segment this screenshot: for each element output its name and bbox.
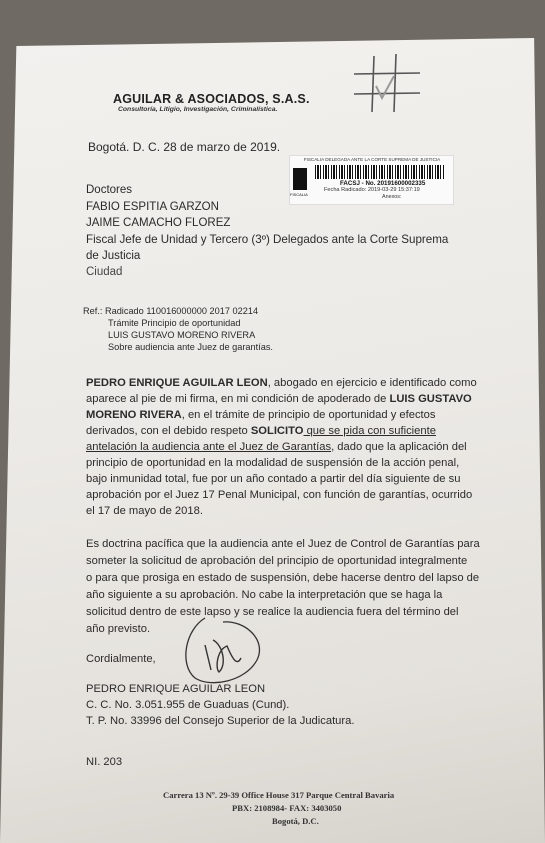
- stamp-radicado: FACSJ - No. 20191600002335: [340, 180, 426, 187]
- addressee-name-2: JAIME CAMACHO FLOREZ: [86, 217, 231, 229]
- body1-line3: [86, 409, 435, 421]
- body1-line9: el 17 de mayo de 2018.: [86, 505, 203, 517]
- ni-number: NI. 203: [86, 756, 123, 768]
- body2-line5: solicitud dentro de este lapso y se realice la audiencia fuera del término del: [86, 606, 459, 618]
- body1-line1-rest: , abogado en ejercicio e identificado como: [267, 377, 477, 389]
- body1-line4: [86, 425, 436, 437]
- addressee-role-1: Fiscal Jefe de Unidad y Tercero (3º) Delegados ante la Corte Suprema: [86, 233, 449, 246]
- stamp-logo-text: FISCALIA: [290, 192, 308, 197]
- barcode: [315, 165, 445, 179]
- signer-tp: T. P. No. 33996 del Consejo Superior de la Judicatura.: [86, 715, 355, 727]
- fiscalia-logo-icon: [293, 168, 307, 190]
- stamp-anexos: Anexos:: [382, 194, 402, 200]
- filing-stamp: [289, 155, 454, 205]
- body1-line5-underlined: antelación la audiencia ante el Juez de Garantías: [86, 441, 332, 453]
- solicito-word: SOLICITO: [250, 425, 304, 437]
- body1-line4-text: derivados, con el debido respeto: [86, 425, 251, 437]
- client-name-b: MORENO RIVERA: [86, 409, 182, 421]
- letter-date: Bogotá. D. C. 28 de marzo de 2019.: [88, 140, 281, 154]
- signer-cc: C. C. No. 3.051.955 de Guaduas (Cund).: [86, 699, 290, 711]
- body2-line3: o para que prosiga en estado de suspensión, debe hacerse dentro del lapso de: [86, 572, 480, 584]
- stamp-header: FISCALIA DELEGADA ANTE LA CORTE SUPREMA DE JUSTICIA: [303, 157, 441, 162]
- body2-line6: año previsto.: [86, 623, 151, 635]
- addressee-role-2: de Justicia: [86, 250, 141, 262]
- body1-line2: [86, 393, 472, 405]
- stamp-fecha: Fecha Radicado: 2019-03-29 15:37:19: [324, 187, 420, 193]
- lawyer-name: PEDRO ENRIQUE AGUILAR LEON: [86, 377, 268, 389]
- closing: Cordialmente,: [86, 653, 156, 665]
- body1-line2-text: aparece al pie de mi firma, en mi condición de apoderado de: [86, 393, 390, 405]
- body2-line4: año siguiente a su aprobación. No cabe la interpretación que se haga la: [86, 589, 443, 601]
- footer-phone: PBX: 2108984- FAX: 3403050: [232, 803, 342, 813]
- body1-line7: bajo inmunidad total, fue por un año contado a partir del día siguiente de su: [86, 473, 461, 485]
- signer-name: PEDRO ENRIQUE AGUILAR LEON: [86, 683, 266, 695]
- firm-logo: [352, 54, 422, 114]
- body1-line6: principio de oportunidad en la modalidad de suspensión de la acción penal,: [86, 457, 460, 469]
- body1-line1: [86, 377, 477, 389]
- signature-scribble: [175, 610, 270, 690]
- body2-line1: Es doctrina pacífica que la audiencia ante el Juez de Control de Garantías para: [86, 538, 480, 550]
- body1-line5-rest: , dado que la aplicación del: [331, 441, 467, 453]
- ref-radicado: Ref.: Radicado 110016000000 2017 02214: [83, 306, 259, 316]
- body1-line3-rest: , en el trámite de principio de oportunidad y efectos: [181, 409, 436, 421]
- ref-client: LUIS GUSTAVO MORENO RIVERA: [108, 330, 256, 340]
- addressee-name-1: FABIO ESPITIA GARZON: [86, 201, 219, 213]
- body2-line2: someter la solicitud de aprobación del principio de oportunidad integralmente: [86, 555, 468, 567]
- ref-subject: Sobre audiencia ante Juez de garantías.: [108, 342, 273, 352]
- firm-tagline: Consultoría, Litigio, Investigación, Criminalística.: [118, 106, 278, 113]
- client-name-a: LUIS GUSTAVO: [389, 393, 472, 405]
- footer-city: Bogotá, D.C.: [272, 816, 319, 826]
- salutation: Doctores: [86, 184, 133, 196]
- body1-line8: aprobación por el Juez 17 Penal Municipal, con función de garantías, ocurrido: [86, 489, 473, 501]
- body1-line4-underlined: que se pida con suficiente: [303, 425, 436, 437]
- addressee-city: Ciudad: [86, 266, 123, 278]
- ref-tramite: Trámite Principio de oportunidad: [108, 318, 241, 328]
- firm-name: AGUILAR & ASOCIADOS, S.A.S.: [113, 92, 310, 106]
- footer-address: Carrera 13 Nº. 29-39 Office House 317 Parque Central Bavaria: [163, 790, 395, 800]
- body1-line5: [86, 441, 467, 453]
